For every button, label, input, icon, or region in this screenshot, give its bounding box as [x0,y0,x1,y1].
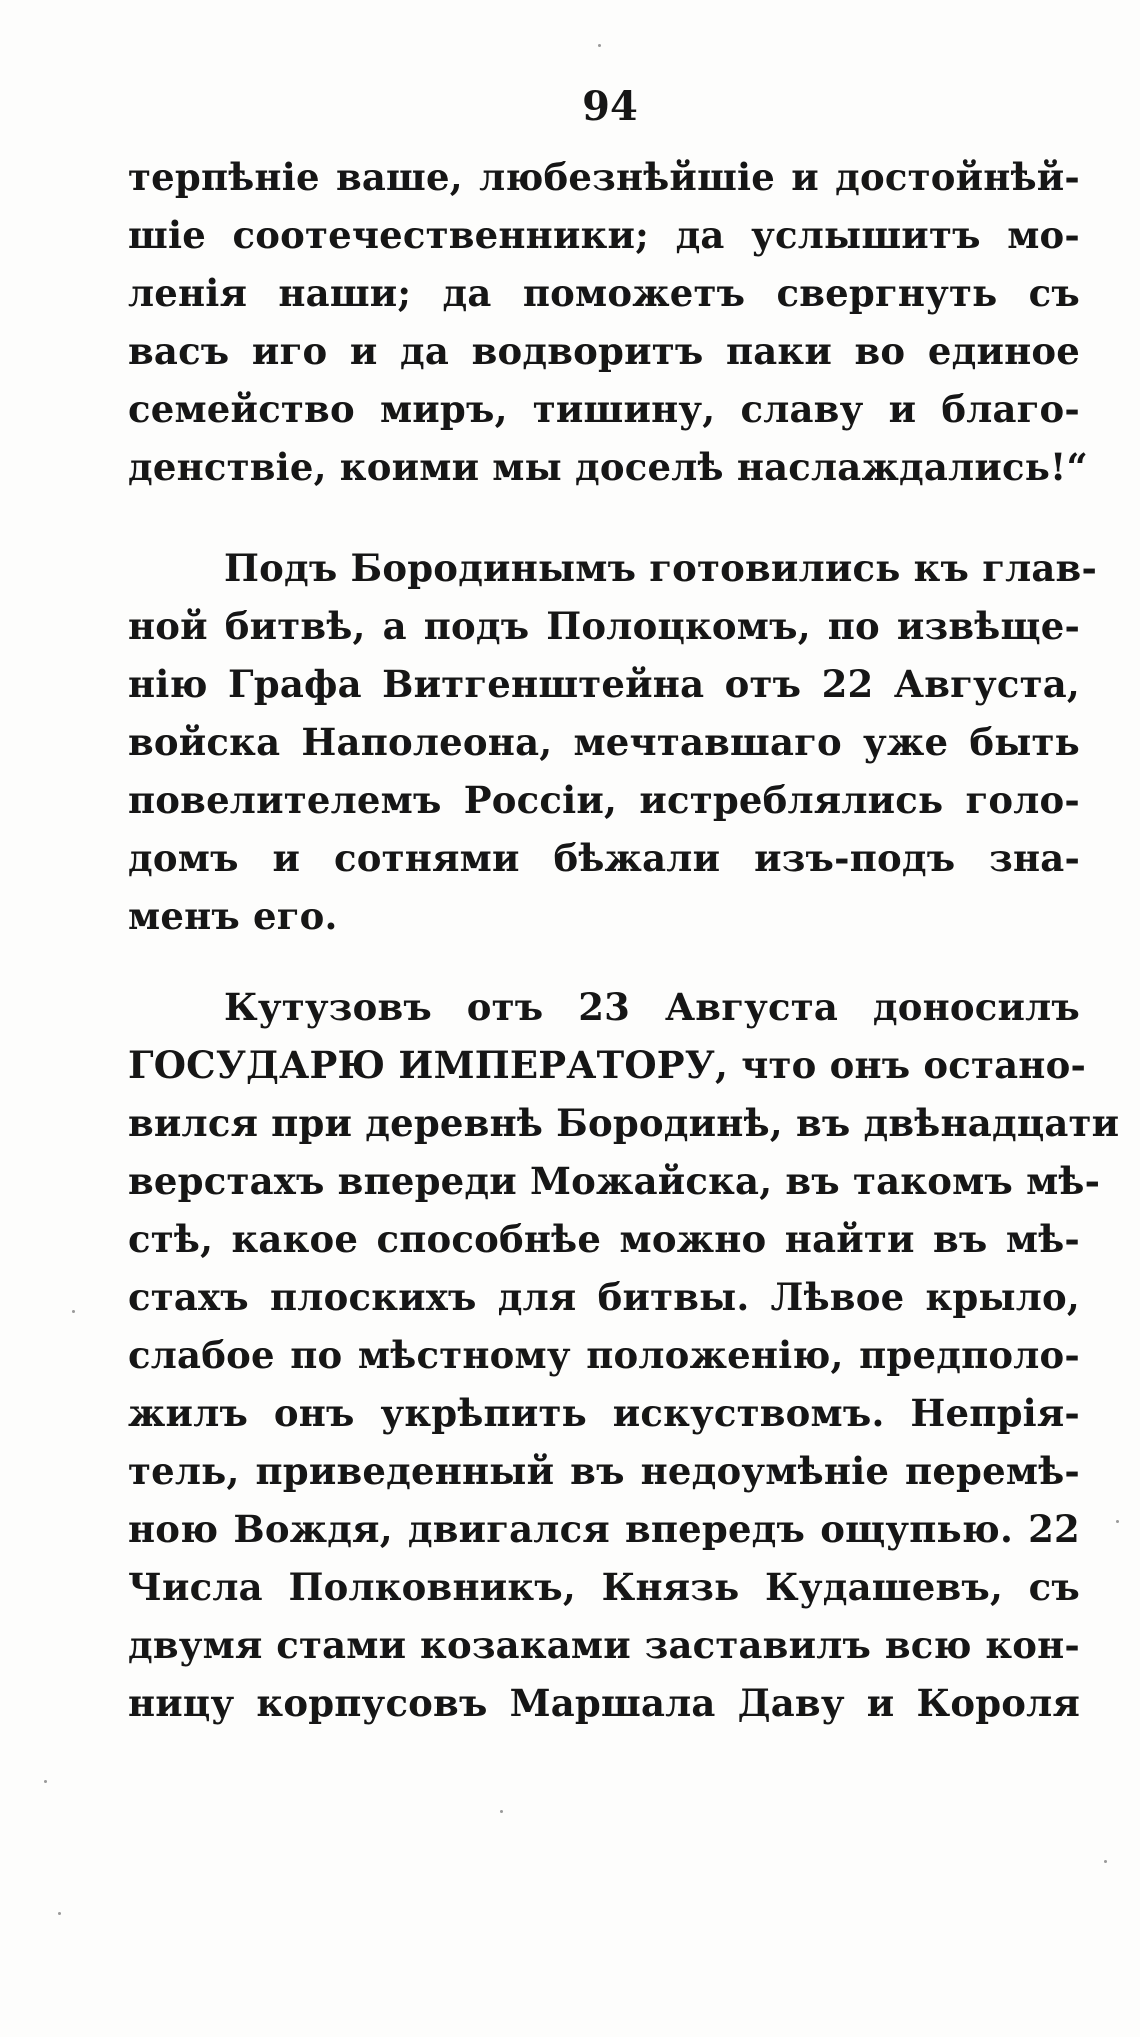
text-line: слабое по мѣстному положенію, предполо- [128,1333,1080,1377]
text-line: васъ иго и да водворитъ паки во единое [128,329,1080,373]
paragraph-2 [128,539,1098,945]
paragraph-1 [128,148,1088,496]
text-line: Кутузовъ отъ 23 Августа доносилъ [224,985,1080,1029]
text-line: ницу корпусовъ Маршала Даву и Короля [128,1681,1080,1725]
text-line: войска Наполеона, мечтавшаго уже быть [128,720,1080,764]
text-line: семейство миръ, тишину, славу и благо- [128,387,1080,431]
text-line: тель, приведенный въ недоумѣніе перемѣ- [128,1449,1080,1493]
scan-speck [58,1912,61,1915]
text-line: терпѣніе ваше, любезнѣйшіе и достойнѣй- [128,155,1080,199]
page-number: 94 [582,83,638,130]
text-line: ною Вождя, двигался впередъ ощупью. 22 [128,1507,1080,1551]
text-line: двумя стами козаками заставилъ всю кон- [128,1623,1080,1667]
text-line: стахъ плоскихъ для битвы. Лѣвое крыло, [128,1275,1080,1319]
text-line: шіе соотечественники; да услышитъ мо- [128,213,1080,257]
text-line: Подъ Бородинымъ готовились къ глав- [224,546,1098,590]
text-line: жилъ онъ укрѣпить искуствомъ. Непрія- [128,1391,1080,1435]
text-line: денствіе, коими мы доселѣ наслаждались!“ [128,445,1088,489]
text-line: вился при деревнѣ Бородинѣ, въ двѣнадцати [128,1101,1120,1145]
scan-speck [72,1310,75,1313]
paragraph-3 [128,978,1120,1732]
scan-speck [598,44,601,47]
text-line: Числа Полковникъ, Князь Кудашевъ, съ [128,1565,1080,1609]
text-line: ной битвѣ, а подъ Полоцкомъ, по извѣще- [128,604,1080,648]
scan-speck [44,1780,47,1783]
text-line: домъ и сотнями бѣжали изъ-подъ зна- [128,836,1080,880]
text-line: ленія наши; да поможетъ свергнуть съ [128,271,1080,315]
scan-speck [1116,1520,1119,1523]
text-line: повелителемъ Россіи, истреблялись голо- [128,778,1080,822]
text-line: нію Графа Витгенштейна отъ 22 Августа, [128,662,1080,706]
text-line: верстахъ впереди Можайска, въ такомъ мѣ- [128,1159,1101,1203]
text-line: ГОСУДАРЮ ИМПЕРАТОРУ, что онъ остано- [128,1043,1087,1087]
text-line: стѣ, какое способнѣе можно найти въ мѣ- [128,1217,1080,1261]
text-line: менъ его. [128,894,338,938]
scan-speck [1104,1860,1107,1863]
scan-speck [500,1810,503,1813]
